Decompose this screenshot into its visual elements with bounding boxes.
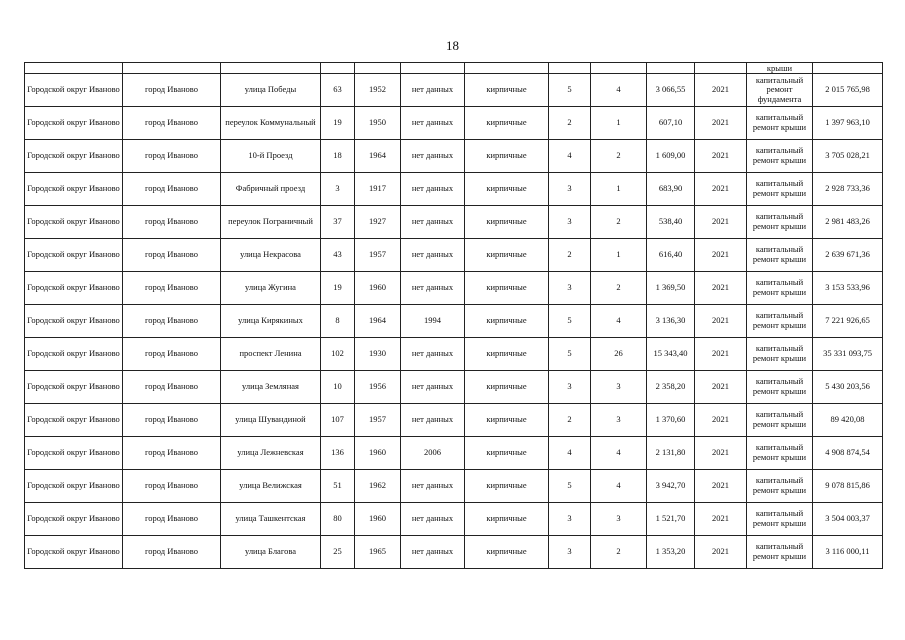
reconstruction-year-cell: нет данных <box>401 239 465 272</box>
plan-year-cell: 2021 <box>695 239 747 272</box>
build-year-cell: 1927 <box>355 206 401 239</box>
page-number: 18 <box>446 38 459 53</box>
reconstruction-year-cell: нет данных <box>401 272 465 305</box>
work-type-cell: капитальный ремонт крыши <box>747 305 813 338</box>
build-year-cell: 1957 <box>355 404 401 437</box>
okrug-cell: Городской округ Иваново <box>25 404 123 437</box>
wall-material-cell: кирпичные <box>465 536 549 569</box>
city-cell: город Иваново <box>123 305 221 338</box>
plan-year-cell: 2021 <box>695 503 747 536</box>
city-cell: город Иваново <box>123 107 221 140</box>
okrug-cell: Городской округ Иваново <box>25 437 123 470</box>
house-number-cell: 37 <box>321 206 355 239</box>
entrances-cell: 1 <box>591 173 647 206</box>
cost-cell: 7 221 926,65 <box>813 305 883 338</box>
plan-year-cell: 2021 <box>695 107 747 140</box>
house-number-cell: 25 <box>321 536 355 569</box>
area-cell: 616,40 <box>647 239 695 272</box>
table-row <box>25 470 883 503</box>
reconstruction-year-cell: нет данных <box>401 503 465 536</box>
carry-over-cell: крыши <box>747 63 813 74</box>
cost-cell: 1 397 963,10 <box>813 107 883 140</box>
work-type-cell: капитальный ремонт крыши <box>747 503 813 536</box>
floors-cell: 3 <box>549 206 591 239</box>
wall-material-cell: кирпичные <box>465 206 549 239</box>
cost-cell: 35 331 093,75 <box>813 338 883 371</box>
cost-cell: 2 015 765,98 <box>813 74 883 107</box>
reconstruction-year-cell: нет данных <box>401 470 465 503</box>
floors-cell: 2 <box>549 404 591 437</box>
okrug-cell: Городской округ Иваново <box>25 239 123 272</box>
city-cell: город Иваново <box>123 371 221 404</box>
street-cell: улица Велижская <box>221 470 321 503</box>
build-year-cell: 1965 <box>355 536 401 569</box>
street-cell: проспект Ленина <box>221 338 321 371</box>
floors-cell: 4 <box>549 140 591 173</box>
reconstruction-year-cell: нет данных <box>401 404 465 437</box>
area-cell: 1 353,20 <box>647 536 695 569</box>
work-type-cell: капитальный ремонт крыши <box>747 107 813 140</box>
street-cell: переулок Коммунальный <box>221 107 321 140</box>
plan-year-cell: 2021 <box>695 305 747 338</box>
entrances-cell: 2 <box>591 272 647 305</box>
city-cell: город Иваново <box>123 140 221 173</box>
wall-material-cell: кирпичные <box>465 404 549 437</box>
table-row <box>25 404 883 437</box>
table-row <box>25 107 883 140</box>
table-row <box>25 239 883 272</box>
floors-cell: 3 <box>549 503 591 536</box>
street-cell: переулок Пограничный <box>221 206 321 239</box>
wall-material-cell: кирпичные <box>465 239 549 272</box>
city-cell: город Иваново <box>123 206 221 239</box>
build-year-cell: 1930 <box>355 338 401 371</box>
wall-material-cell: кирпичные <box>465 338 549 371</box>
street-cell: улица Жугина <box>221 272 321 305</box>
wall-material-cell: кирпичные <box>465 503 549 536</box>
street-cell: 10-й Проезд <box>221 140 321 173</box>
work-type-cell: капитальный ремонт крыши <box>747 371 813 404</box>
table-row <box>25 437 883 470</box>
build-year-cell: 1917 <box>355 173 401 206</box>
floors-cell: 2 <box>549 107 591 140</box>
reconstruction-year-cell: 1994 <box>401 305 465 338</box>
wall-material-cell: кирпичные <box>465 305 549 338</box>
build-year-cell: 1960 <box>355 503 401 536</box>
city-cell: город Иваново <box>123 404 221 437</box>
reconstruction-year-cell: нет данных <box>401 74 465 107</box>
table-row <box>25 536 883 569</box>
plan-year-cell: 2021 <box>695 173 747 206</box>
city-cell: город Иваново <box>123 239 221 272</box>
okrug-cell: Городской округ Иваново <box>25 503 123 536</box>
cost-cell: 3 705 028,21 <box>813 140 883 173</box>
city-cell: город Иваново <box>123 338 221 371</box>
reconstruction-year-cell: нет данных <box>401 536 465 569</box>
area-cell: 1 370,60 <box>647 404 695 437</box>
okrug-cell: Городской округ Иваново <box>25 272 123 305</box>
area-cell: 3 136,30 <box>647 305 695 338</box>
work-type-cell: капитальный ремонт крыши <box>747 338 813 371</box>
wall-material-cell: кирпичные <box>465 140 549 173</box>
table-row <box>25 503 883 536</box>
table-row <box>25 206 883 239</box>
okrug-cell: Городской округ Иваново <box>25 74 123 107</box>
floors-cell: 5 <box>549 74 591 107</box>
work-type-cell: капитальный ремонт крыши <box>747 239 813 272</box>
okrug-cell: Городской округ Иваново <box>25 536 123 569</box>
table-row <box>25 305 883 338</box>
street-cell: улица Земляная <box>221 371 321 404</box>
entrances-cell: 1 <box>591 239 647 272</box>
cost-cell: 5 430 203,56 <box>813 371 883 404</box>
house-number-cell: 80 <box>321 503 355 536</box>
reconstruction-year-cell: нет данных <box>401 338 465 371</box>
floors-cell: 4 <box>549 437 591 470</box>
build-year-cell: 1960 <box>355 272 401 305</box>
house-number-cell: 3 <box>321 173 355 206</box>
plan-year-cell: 2021 <box>695 371 747 404</box>
area-cell: 1 369,50 <box>647 272 695 305</box>
reconstruction-year-cell: нет данных <box>401 140 465 173</box>
build-year-cell: 1964 <box>355 140 401 173</box>
work-type-cell: капитальный ремонт крыши <box>747 536 813 569</box>
area-cell: 1 521,70 <box>647 503 695 536</box>
plan-year-cell: 2021 <box>695 470 747 503</box>
reconstruction-year-cell: 2006 <box>401 437 465 470</box>
entrances-cell: 2 <box>591 536 647 569</box>
table-row <box>25 74 883 107</box>
entrances-cell: 3 <box>591 404 647 437</box>
city-cell: город Иваново <box>123 437 221 470</box>
city-cell: город Иваново <box>123 173 221 206</box>
house-number-cell: 8 <box>321 305 355 338</box>
okrug-cell: Городской округ Иваново <box>25 173 123 206</box>
reconstruction-year-cell: нет данных <box>401 107 465 140</box>
entrances-cell: 4 <box>591 305 647 338</box>
area-cell: 607,10 <box>647 107 695 140</box>
work-type-cell: капитальный ремонт крыши <box>747 470 813 503</box>
floors-cell: 3 <box>549 536 591 569</box>
cost-cell: 2 928 733,36 <box>813 173 883 206</box>
house-number-cell: 19 <box>321 272 355 305</box>
area-cell: 538,40 <box>647 206 695 239</box>
street-cell: улица Лежневская <box>221 437 321 470</box>
plan-year-cell: 2021 <box>695 140 747 173</box>
reconstruction-year-cell: нет данных <box>401 173 465 206</box>
area-cell: 2 358,20 <box>647 371 695 404</box>
entrances-cell: 3 <box>591 371 647 404</box>
house-number-cell: 102 <box>321 338 355 371</box>
work-type-cell: капитальный ремонт крыши <box>747 206 813 239</box>
plan-year-cell: 2021 <box>695 272 747 305</box>
plan-year-cell: 2021 <box>695 404 747 437</box>
house-number-cell: 63 <box>321 74 355 107</box>
street-cell: улица Благова <box>221 536 321 569</box>
table-row <box>25 338 883 371</box>
table-row <box>25 272 883 305</box>
build-year-cell: 1962 <box>355 470 401 503</box>
wall-material-cell: кирпичные <box>465 272 549 305</box>
plan-year-cell: 2021 <box>695 338 747 371</box>
build-year-cell: 1956 <box>355 371 401 404</box>
table-row <box>25 140 883 173</box>
build-year-cell: 1952 <box>355 74 401 107</box>
floors-cell: 2 <box>549 239 591 272</box>
okrug-cell: Городской округ Иваново <box>25 305 123 338</box>
plan-year-cell: 2021 <box>695 536 747 569</box>
entrances-cell: 2 <box>591 140 647 173</box>
house-number-cell: 18 <box>321 140 355 173</box>
wall-material-cell: кирпичные <box>465 173 549 206</box>
entrances-cell: 4 <box>591 470 647 503</box>
house-number-cell: 10 <box>321 371 355 404</box>
work-type-cell: капитальный ремонт крыши <box>747 437 813 470</box>
build-year-cell: 1950 <box>355 107 401 140</box>
entrances-cell: 26 <box>591 338 647 371</box>
entrances-cell: 4 <box>591 74 647 107</box>
city-cell: город Иваново <box>123 470 221 503</box>
okrug-cell: Городской округ Иваново <box>25 371 123 404</box>
floors-cell: 5 <box>549 305 591 338</box>
plan-year-cell: 2021 <box>695 206 747 239</box>
area-cell: 1 609,00 <box>647 140 695 173</box>
area-cell: 3 066,55 <box>647 74 695 107</box>
work-type-cell: капитальный ремонт крыши <box>747 140 813 173</box>
okrug-cell: Городской округ Иваново <box>25 206 123 239</box>
area-cell: 2 131,80 <box>647 437 695 470</box>
cost-cell: 2 981 483,26 <box>813 206 883 239</box>
entrances-cell: 2 <box>591 206 647 239</box>
house-number-cell: 51 <box>321 470 355 503</box>
build-year-cell: 1960 <box>355 437 401 470</box>
plan-year-cell: 2021 <box>695 74 747 107</box>
okrug-cell: Городской округ Иваново <box>25 338 123 371</box>
area-cell: 15 343,40 <box>647 338 695 371</box>
street-cell: улица Ташкентская <box>221 503 321 536</box>
wall-material-cell: кирпичные <box>465 107 549 140</box>
okrug-cell: Городской округ Иваново <box>25 470 123 503</box>
wall-material-cell: кирпичные <box>465 437 549 470</box>
area-cell: 683,90 <box>647 173 695 206</box>
street-cell: Фабричный проезд <box>221 173 321 206</box>
wall-material-cell: кирпичные <box>465 371 549 404</box>
floors-cell: 3 <box>549 173 591 206</box>
reconstruction-year-cell: нет данных <box>401 206 465 239</box>
city-cell: город Иваново <box>123 74 221 107</box>
floors-cell: 3 <box>549 371 591 404</box>
city-cell: город Иваново <box>123 503 221 536</box>
floors-cell: 3 <box>549 272 591 305</box>
work-type-cell: капитальный ремонт фундамента <box>747 74 813 107</box>
floors-cell: 5 <box>549 470 591 503</box>
cost-cell: 89 420,08 <box>813 404 883 437</box>
wall-material-cell: кирпичные <box>465 470 549 503</box>
cost-cell: 4 908 874,54 <box>813 437 883 470</box>
work-type-cell: капитальный ремонт крыши <box>747 272 813 305</box>
reconstruction-year-cell: нет данных <box>401 371 465 404</box>
entrances-cell: 1 <box>591 107 647 140</box>
plan-year-cell: 2021 <box>695 437 747 470</box>
entrances-cell: 3 <box>591 503 647 536</box>
housing-register-table <box>24 62 883 569</box>
house-number-cell: 136 <box>321 437 355 470</box>
street-cell: улица Победы <box>221 74 321 107</box>
street-cell: улица Некрасова <box>221 239 321 272</box>
cost-cell: 2 639 671,36 <box>813 239 883 272</box>
work-type-cell: капитальный ремонт крыши <box>747 404 813 437</box>
okrug-cell: Городской округ Иваново <box>25 140 123 173</box>
floors-cell: 5 <box>549 338 591 371</box>
cost-cell: 3 153 533,96 <box>813 272 883 305</box>
cost-cell: 9 078 815,86 <box>813 470 883 503</box>
house-number-cell: 19 <box>321 107 355 140</box>
house-number-cell: 43 <box>321 239 355 272</box>
wall-material-cell: кирпичные <box>465 74 549 107</box>
table-row <box>25 371 883 404</box>
entrances-cell: 4 <box>591 437 647 470</box>
table-row <box>25 173 883 206</box>
build-year-cell: 1957 <box>355 239 401 272</box>
cost-cell: 3 116 000,11 <box>813 536 883 569</box>
city-cell: город Иваново <box>123 536 221 569</box>
continuation-row <box>25 63 883 74</box>
street-cell: улица Шувандиной <box>221 404 321 437</box>
house-number-cell: 107 <box>321 404 355 437</box>
work-type-cell: капитальный ремонт крыши <box>747 173 813 206</box>
build-year-cell: 1964 <box>355 305 401 338</box>
area-cell: 3 942,70 <box>647 470 695 503</box>
okrug-cell: Городской округ Иваново <box>25 107 123 140</box>
street-cell: улица Кирякиных <box>221 305 321 338</box>
city-cell: город Иваново <box>123 272 221 305</box>
cost-cell: 3 504 003,37 <box>813 503 883 536</box>
